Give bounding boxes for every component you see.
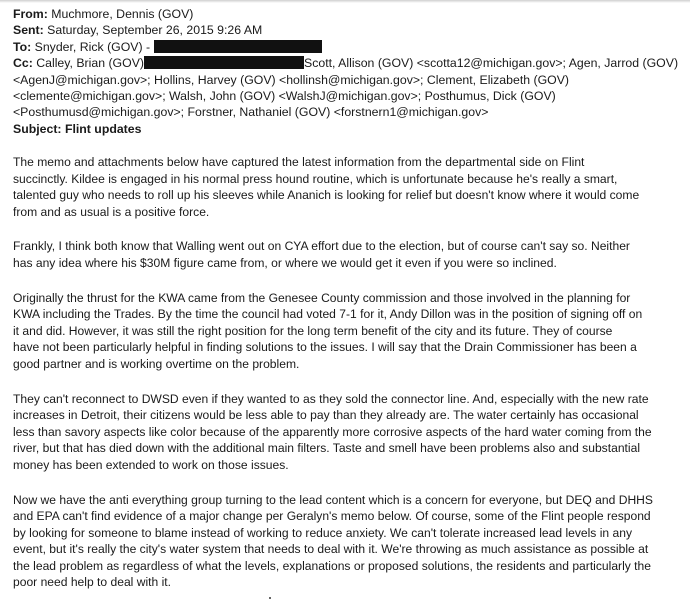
email-header bbox=[13, 6, 685, 137]
from-label: From: bbox=[13, 7, 48, 21]
email-body bbox=[13, 154, 681, 609]
sent-row bbox=[13, 22, 685, 38]
body-line: Originally the thrust for the KWA came from the Genesee County commission and those involved in the planning for bbox=[13, 290, 631, 305]
body-line: increases in Detroit, their citizens would be less able to pay than they already are. The water certainly has occasional bbox=[13, 408, 639, 423]
body-line: succinctly. Kildee is engaged in his normal press hound routine, which is unfortunate because he's really a smart, bbox=[13, 171, 618, 186]
paragraph bbox=[13, 238, 681, 271]
body-line: money has been extended to work on those issues. bbox=[13, 457, 289, 472]
body-line: event, but it's really the city's water system that needs to deal with it. We're throwing as much assistance as possible at bbox=[13, 542, 649, 557]
body-line: Frankly, I think both know that Walling went out on CYA effort due to the election, but of course can't say so. Neither bbox=[13, 239, 630, 254]
subject-value: Flint updates bbox=[64, 121, 142, 136]
paragraph bbox=[13, 154, 681, 220]
cc-line-1b: Scott, Allison (GOV) <scotta12@michigan.gov>; Agen, Jarrod (GOV) bbox=[304, 56, 679, 71]
to-row bbox=[13, 39, 685, 55]
body-line: have not been particularly helpful in finding solutions to the issues. I will say that the Drain Commissioner has been a bbox=[13, 340, 637, 355]
from-row bbox=[13, 6, 685, 22]
scan-top-edge bbox=[0, 0, 690, 3]
sent-label: Sent: bbox=[13, 23, 44, 38]
subject-label: Subject: bbox=[13, 121, 62, 136]
body-line: They can't reconnect to DWSD even if they wanted to as they sold the connector line. And, especially with the new rate bbox=[13, 391, 649, 406]
cc-line-4: <Posthumusd@michigan.gov>; Forstner, Nathaniel (GOV) <forstnern1@michigan.gov> bbox=[13, 105, 489, 120]
sent-value: Saturday, September 26, 2015 9:26 AM bbox=[47, 23, 263, 38]
cc-label: Cc: bbox=[13, 56, 33, 71]
redaction-box bbox=[144, 56, 304, 69]
body-line: good partner and is working overtime on the problem. bbox=[13, 356, 300, 371]
cc-line-1a: Calley, Brian (GOV) bbox=[36, 56, 144, 71]
body-line: it and did. However, it was still the right position for the long term benefit of the city and its future. They of course bbox=[13, 323, 613, 338]
body-line: poor need help to deal with it. bbox=[13, 575, 171, 590]
redaction-box bbox=[154, 40, 322, 53]
body-line: KWA including the Trades. By the time the council had voted 7-1 for it, Andy Dillon was in the position of signing off on bbox=[13, 307, 643, 322]
scan-speck bbox=[269, 597, 271, 599]
body-line: talented guy who needs to roll up his sleeves while Ananich is looking for relief but doesn't know where it would come bbox=[13, 188, 640, 203]
subject-row bbox=[13, 121, 685, 137]
body-line: by looking for someone to blame instead of working to reduce anxiety. We can't tolerate increased lead levels in any bbox=[13, 525, 632, 540]
from-value: Muchmore, Dennis (GOV) bbox=[51, 7, 194, 21]
cc-row bbox=[13, 55, 685, 71]
body-line: and EPA can't find evidence of a major change per Geralyn's memo below. Of course, some of the Flint people respond bbox=[13, 509, 651, 524]
body-line: river, but that has died down with the additional main filters. Taste and smell have been problems also and substantial bbox=[13, 441, 641, 456]
body-line: less than savory aspects like color because of the apparently more corrosive aspects of the hard water coming from the bbox=[13, 424, 652, 439]
body-line: the lead problem as regardless of what the levels, explanations or proposed solutions, the residents and particularly the bbox=[13, 558, 651, 573]
cc-line-3: <clemente@michigan.gov>; Walsh, John (GOV) <WalshJ@michigan.gov>; Posthumus, Dick (GOV) bbox=[13, 89, 556, 104]
to-separator: - bbox=[142, 39, 151, 54]
to-value: Snyder, Rick (GOV) bbox=[34, 39, 143, 54]
body-line: has any idea where his $30M figure came from, or where we would get it even if you were so inclined. bbox=[13, 255, 557, 270]
cc-line-2: <AgenJ@michigan.gov>; Hollins, Harvey (GOV) <hollinsh@michigan.gov>; Clement, Elizabeth (GOV) bbox=[13, 72, 570, 87]
body-line: The memo and attachments below have captured the latest information from the departmental side on Flint bbox=[13, 155, 585, 169]
body-line: Now we have the anti everything group turning to the lead content which is a concern for everyone, but DEQ and DHHS bbox=[13, 492, 653, 507]
paragraph bbox=[13, 492, 681, 592]
body-line: from and as usual is a positive force. bbox=[13, 204, 210, 219]
paragraph bbox=[13, 290, 681, 373]
paragraph bbox=[13, 391, 681, 474]
to-label: To: bbox=[13, 39, 32, 54]
